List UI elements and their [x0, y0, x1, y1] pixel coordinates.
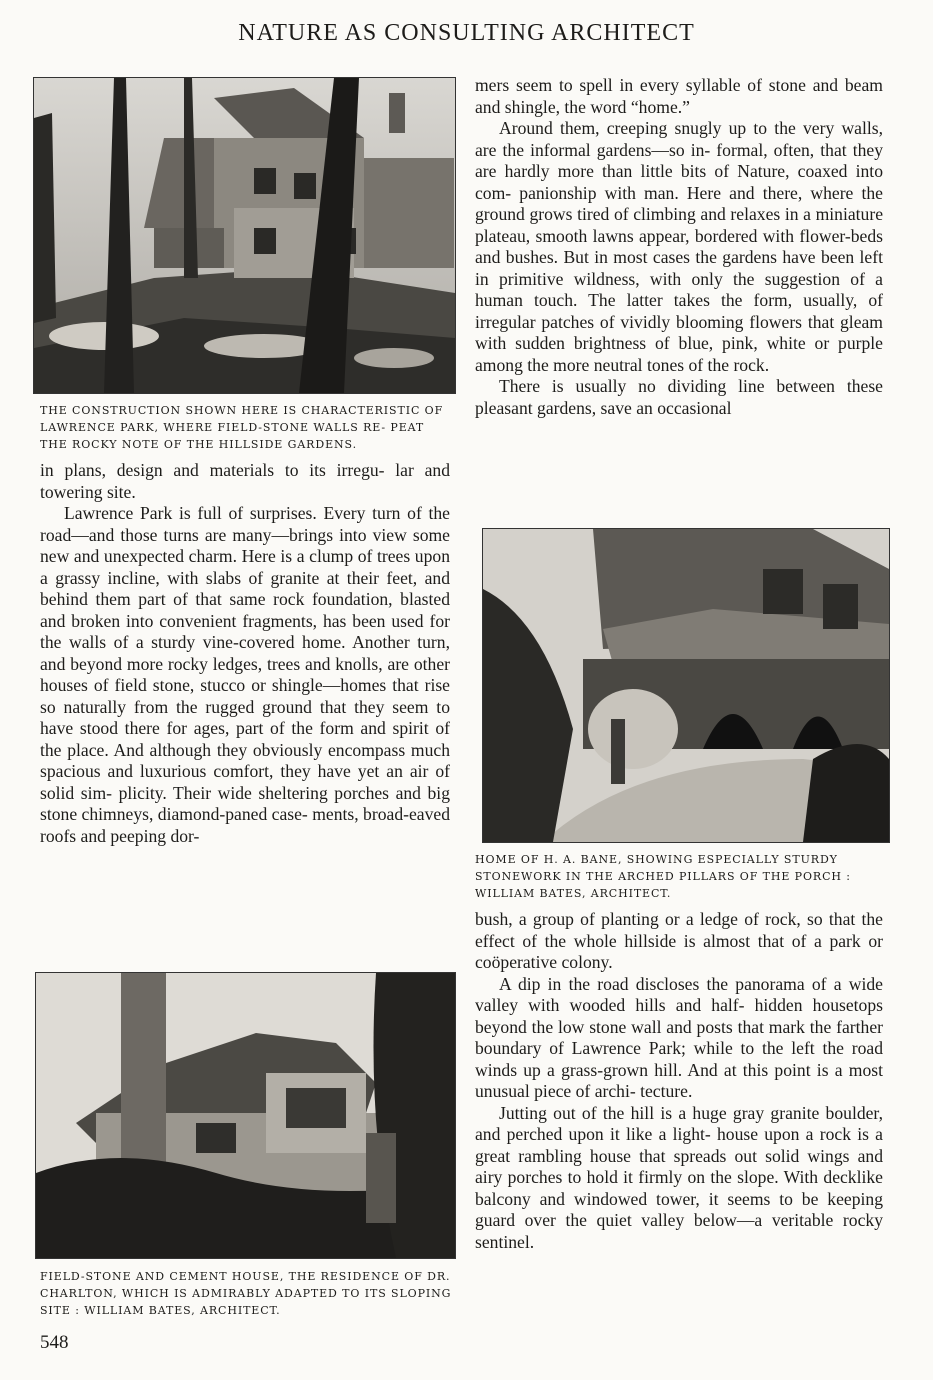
photo-lawrence-park-house	[33, 77, 456, 394]
figure-caption-1: THE CONSTRUCTION SHOWN HERE IS CHARACTERISTIC OF LAWRENCE PARK, WHERE FIELD-STONE WALLS RE- PEAT THE ROCKY NOTE OF THE HILLSIDE GARDENS.	[40, 404, 444, 451]
paragraph: mers seem to spell in every syllable of stone and beam and shingle, the word “home.”	[475, 75, 883, 117]
right-column-top-text	[475, 75, 883, 419]
paragraph: bush, a group of planting or a ledge of rock, so that the effect of the whole hillside is almost that of a park or coöperative colony.	[475, 909, 883, 972]
page-title: NATURE AS CONSULTING ARCHITECT	[238, 20, 695, 46]
photo-charlton-house	[35, 972, 456, 1259]
left-column-text	[40, 460, 450, 847]
paragraph: in plans, design and materials to its irregu- lar and towering site.	[40, 460, 450, 502]
paragraph: A dip in the road discloses the panorama of a wide valley with wooded hills and half- hidden housetops beyond the low stone wall and posts that mark the farther boundary of Lawrence Park; while to the left the road winds up a grass-grown hill. And at this point is a most unusual piece of archi- tecture.	[475, 973, 883, 1101]
photo-bane-house	[482, 528, 890, 843]
right-column-bottom-text	[475, 909, 883, 1253]
paragraph: Around them, creeping snugly up to the very walls, are the informal gardens—so in- formal, often, that they are hardly more than little bits of Nature, coaxed into com- panionship with man. Here and there, where the ground grows tired of climbing and relaxes in a miniature plateau, smooth lawns appear, bordered with flower-beds and bushes. But in most cases the gardens have been left in primitive wildness, with only the suggestion of a human touch. The latter takes the form, usually, of irregular patches of vividly blooming flowers that gleam with sudden brightness of blue, pink, white or purple among the more neutral tones of the rock.	[475, 118, 883, 375]
page-number: 548	[40, 1332, 69, 1353]
paragraph: Lawrence Park is full of surprises. Every turn of the road—and those turns are many—brings into view some new and unexpected charm. Here is a clump of trees upon a grassy incline, with slabs of granite at their feet, and behind them part of that same rock foundation, blasted and broken into convenient fragments, has been used for the walls of a sturdy vine-covered home. Another turn, and beyond more rocky ledges, trees and knolls, are other houses of field stone, stucco or shingle—homes that rise so naturally from the rugged ground that they seem to have stood there for ages, part of the form and spirit of the place. And although they obviously encompass much spacious and luxurious comfort, they have yet an air of solid sim- plicity. Their wide sheltering porches and big stone chimneys, diamond-paned case- ments, broad-eaved roofs and peeping dor-	[40, 503, 450, 846]
paragraph: Jutting out of the hill is a huge gray granite boulder, and perched upon it like a light- house upon a rock is a great rambling house that spreads out solid wings and airy porches to hold it firmly on the slope. With decklike balcony and windowed tower, it seems to be keeping guard over the quiet valley below—a veritable rocky sentinel.	[475, 1102, 883, 1252]
figure-caption-3: FIELD-STONE AND CEMENT HOUSE, THE RESIDENCE OF DR. CHARLTON, WHICH IS ADMIRABLY ADAPTED TO ITS SLOPING SITE : WILLIAM BATES, ARCHITECT.	[40, 1270, 452, 1317]
paragraph: There is usually no dividing line between these pleasant gardens, save an occasional	[475, 376, 883, 418]
figure-caption-2: HOME OF H. A. BANE, SHOWING ESPECIALLY STURDY STONEWORK IN THE ARCHED PILLARS OF THE PORCH : WILLIAM BATES, ARCHITECT.	[475, 853, 851, 900]
